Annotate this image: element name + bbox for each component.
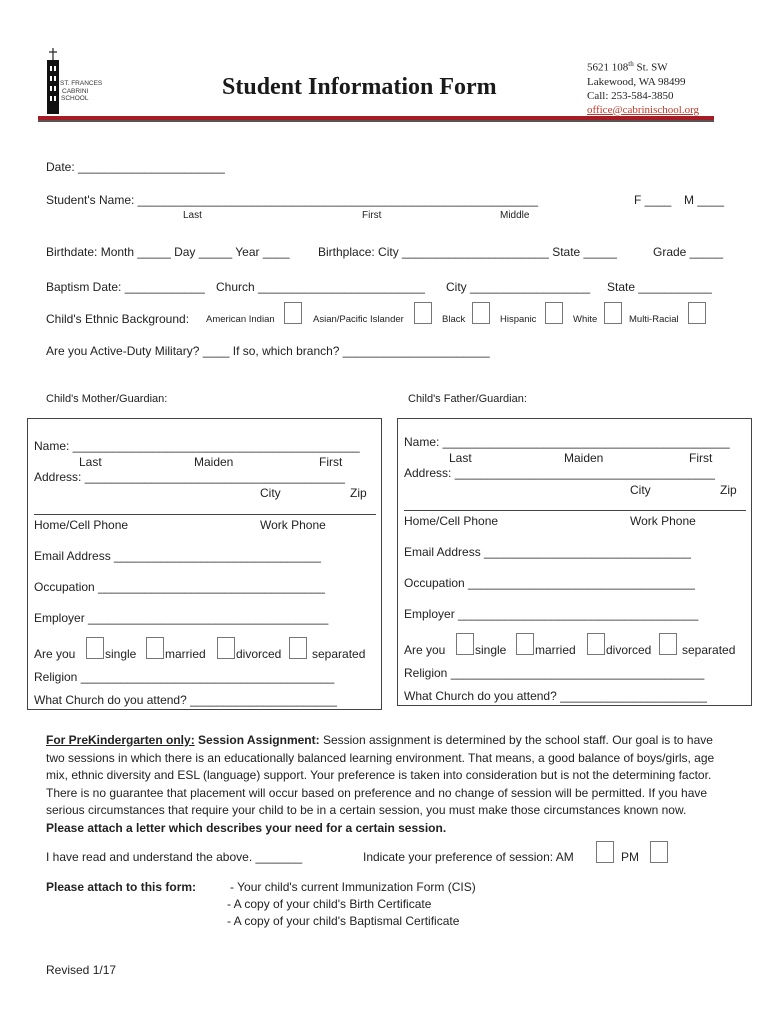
mother-heading: Child's Mother/Guardian: (46, 393, 168, 405)
mother-label-last: Last (79, 455, 102, 469)
contact-block (587, 57, 699, 117)
mother-occupation-field[interactable]: Occupation __________________________________ (34, 580, 325, 594)
military-field[interactable]: Are you Active-Duty Military? ____ If so, which branch? ______________________ (46, 344, 490, 358)
school-name-line2: CABRINI (62, 87, 89, 95)
father-label-zip: Zip (720, 483, 737, 497)
ethnic-checkbox-black[interactable] (472, 302, 490, 324)
birthplace-field[interactable]: Birthplace: City ______________________ State _____ (318, 245, 617, 259)
birthdate-field[interactable]: Birthdate: Month _____ Day _____ Year ____ (46, 245, 290, 259)
session-preference-label: Indicate your preference of session: AM (363, 850, 574, 864)
father-single-label: single (475, 643, 507, 657)
school-name (60, 80, 102, 103)
mother-home-phone-label: Home/Cell Phone (34, 518, 129, 532)
mother-employer-field[interactable]: Employer ____________________________________ (34, 611, 329, 625)
father-divorced-checkbox[interactable] (587, 633, 605, 655)
attach-item-birth-certificate: - A copy of your child's Birth Certificate (227, 897, 432, 911)
session-pm-checkbox[interactable] (650, 841, 668, 863)
mother-married-label: married (165, 647, 206, 661)
session-pm-label: PM (621, 850, 639, 864)
father-label-last: Last (449, 451, 472, 465)
mother-address-line2[interactable] (34, 514, 376, 515)
label-first: First (362, 210, 382, 221)
father-married-checkbox[interactable] (516, 633, 534, 655)
mother-single-checkbox[interactable] (86, 637, 104, 659)
revised-date: Revised 1/17 (46, 963, 117, 977)
address-line2: Lakewood, WA 98499 (587, 75, 686, 88)
session-assignment-label: Session Assignment: (194, 733, 320, 747)
prek-text: Session assignment is determined by the school staff. Our goal is to have two sessions in which there is an educationally balanced learning environment. That means, a good balance of boys/girls, age mix, ethnic diversity and ESL (language) support. Your preference is taken into consideration but is not the determining factor. There is no guarantee that placement will occur based on preference and no change of session will be permitted. If you have serious circumstances that require your child to be in a certain session, you must make those circumstances known now. (46, 733, 715, 818)
mother-label-city: City (260, 486, 281, 500)
baptism-state-field[interactable]: State ___________ (607, 280, 712, 294)
grade-field[interactable]: Grade _____ (653, 245, 724, 259)
father-employer-field[interactable]: Employer ____________________________________ (404, 607, 699, 621)
ethnic-checkbox-white[interactable] (604, 302, 622, 324)
father-home-phone-label: Home/Cell Phone (404, 514, 499, 528)
mother-separated-label: separated (312, 647, 366, 661)
father-church-field[interactable]: What Church do you attend? ______________________ (404, 689, 707, 703)
father-married-label: married (535, 643, 576, 657)
session-am-checkbox[interactable] (596, 841, 614, 863)
mother-label-zip: Zip (350, 486, 367, 500)
father-label-first: First (689, 451, 713, 465)
mother-label-maiden: Maiden (194, 455, 234, 469)
ethnic-label-american-indian: American Indian (206, 314, 275, 325)
date-field[interactable]: Date: ______________________ (46, 160, 225, 174)
ethnic-checkbox-american-indian[interactable] (284, 302, 302, 324)
father-separated-label: separated (682, 643, 736, 657)
ethnic-background-label: Child's Ethnic Background: (46, 312, 190, 326)
mother-are-you-label: Are you (34, 647, 76, 661)
phone: Call: 253-584-3850 (587, 89, 674, 102)
page-title: Student Information Form (222, 74, 497, 100)
gender-f-field[interactable]: F ____ (634, 193, 672, 207)
ethnic-label-multiracial: Multi-Racial (629, 314, 679, 325)
ethnic-label-asian: Asian/Pacific Islander (313, 314, 404, 325)
school-name-line1: ST. FRANCES (60, 80, 103, 87)
attach-label: Please attach to this form: (46, 880, 197, 894)
father-divorced-label: divorced (606, 643, 652, 657)
father-label-maiden: Maiden (564, 451, 604, 465)
mother-church-field[interactable]: What Church do you attend? ______________________ (34, 693, 337, 707)
label-middle: Middle (500, 210, 530, 221)
mother-single-label: single (105, 647, 137, 661)
ethnic-label-black: Black (442, 314, 466, 325)
read-understand-field[interactable]: I have read and understand the above. _______ (46, 850, 303, 864)
baptism-city-field[interactable]: City __________________ (446, 280, 591, 294)
mother-married-checkbox[interactable] (146, 637, 164, 659)
mother-address-field[interactable]: Address: _______________________________________ (34, 470, 345, 484)
mother-email-field[interactable]: Email Address _______________________________ (34, 549, 321, 563)
prek-label: For PreKindergarten only: (46, 733, 195, 747)
father-single-checkbox[interactable] (456, 633, 474, 655)
father-work-phone-label: Work Phone (630, 514, 696, 528)
ethnic-checkbox-hispanic[interactable] (545, 302, 563, 324)
label-last: Last (183, 210, 202, 221)
father-address-line2[interactable] (404, 510, 746, 511)
ethnic-label-white: White (573, 314, 598, 325)
school-name-line3: SCHOOL (61, 95, 89, 102)
header-divider-shadow (38, 120, 714, 122)
mother-work-phone-label: Work Phone (260, 518, 326, 532)
mother-divorced-checkbox[interactable] (217, 637, 235, 659)
father-occupation-field[interactable]: Occupation __________________________________ (404, 576, 695, 590)
attach-item-baptismal-certificate: - A copy of your child's Baptismal Certificate (227, 914, 460, 928)
gender-m-field[interactable]: M ____ (684, 193, 725, 207)
prek-paragraph (46, 732, 716, 838)
prek-attach-note: Please attach a letter which describes your need for a certain session. (46, 820, 447, 835)
father-label-city: City (630, 483, 651, 497)
father-address-field[interactable]: Address: _______________________________________ (404, 466, 715, 480)
mother-separated-checkbox[interactable] (289, 637, 307, 659)
father-heading: Child's Father/Guardian: (408, 393, 527, 405)
father-separated-checkbox[interactable] (659, 633, 677, 655)
ethnic-checkbox-multiracial[interactable] (688, 302, 706, 324)
mother-religion-field[interactable]: Religion ______________________________________ (34, 670, 335, 684)
email-link[interactable]: office@cabrinischool.org (587, 103, 700, 116)
mother-name-field[interactable]: Name: ___________________________________________ (34, 439, 360, 453)
address-line1: 5621 108th St. SW (587, 60, 668, 74)
student-name-field[interactable]: Student's Name: ____________________________________________________________ (46, 193, 539, 207)
ethnic-label-hispanic: Hispanic (500, 314, 537, 325)
mother-label-first: First (319, 455, 343, 469)
father-email-field[interactable]: Email Address _______________________________ (404, 545, 691, 559)
father-are-you-label: Are you (404, 643, 446, 657)
baptism-date-field[interactable]: Baptism Date: ____________ (46, 280, 205, 294)
ethnic-checkbox-asian[interactable] (414, 302, 432, 324)
church-field[interactable]: Church _________________________ (216, 280, 425, 294)
mother-divorced-label: divorced (236, 647, 282, 661)
attach-item-immunization: - Your child's current Immunization Form (CIS) (230, 880, 476, 894)
father-name-field[interactable]: Name: ___________________________________________ (404, 435, 730, 449)
father-religion-field[interactable]: Religion ______________________________________ (404, 666, 705, 680)
